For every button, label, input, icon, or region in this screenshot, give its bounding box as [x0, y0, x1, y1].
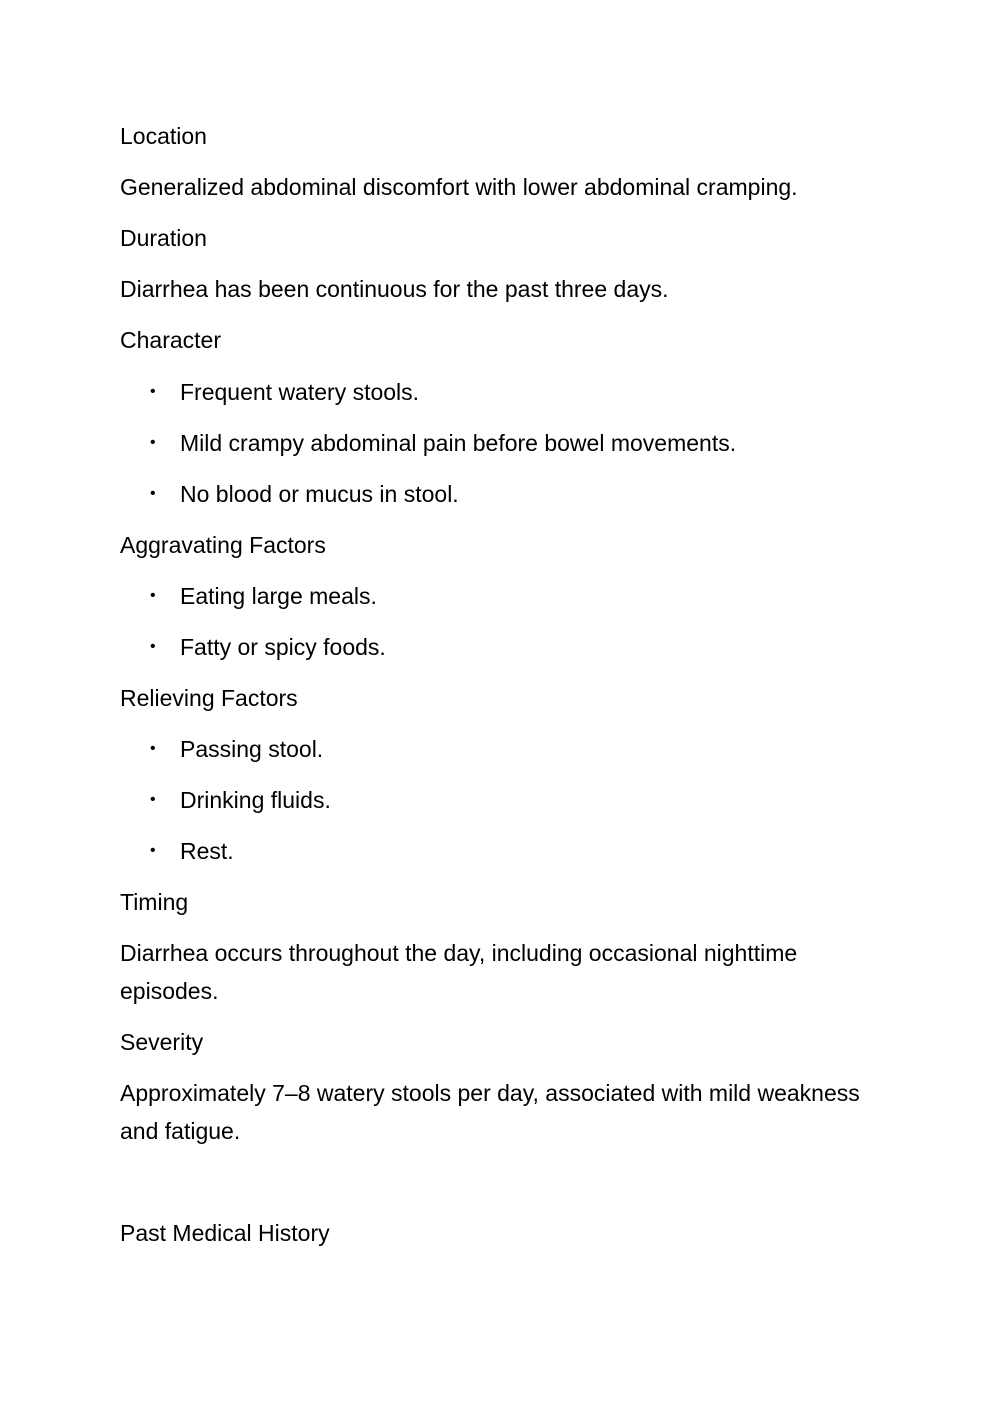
- list-item: [150, 832, 234, 870]
- bullet-icon: •: [150, 791, 156, 808]
- list-item-text: Mild crampy abdominal pain before bowel movements.: [180, 430, 737, 456]
- list-item-text: Drinking fluids.: [180, 787, 331, 813]
- character-heading: Character: [120, 327, 221, 353]
- relieving-heading: Relieving Factors: [120, 685, 298, 711]
- list-item-text: Passing stool.: [180, 736, 324, 762]
- bullet-icon: •: [150, 485, 156, 502]
- list-item: [150, 373, 420, 411]
- list-item-text: Frequent watery stools.: [180, 379, 420, 405]
- list-item-text: Fatty or spicy foods.: [180, 634, 386, 660]
- past-medical-history-heading: Past Medical History: [120, 1220, 330, 1246]
- bullet-icon: •: [150, 434, 156, 451]
- aggravating-heading: Aggravating Factors: [120, 532, 326, 558]
- bullet-icon: •: [150, 587, 156, 604]
- list-item: [150, 475, 459, 513]
- list-item: [150, 628, 386, 666]
- bullet-icon: •: [150, 740, 156, 757]
- list-item-text: No blood or mucus in stool.: [180, 481, 459, 507]
- location-heading: Location: [120, 123, 207, 149]
- location-text: Generalized abdominal discomfort with lower abdominal cramping.: [120, 174, 798, 200]
- timing-text: Diarrhea occurs throughout the day, including occasional nighttime episodes.: [120, 940, 798, 1004]
- bullet-icon: •: [150, 638, 156, 655]
- severity-heading: Severity: [120, 1029, 204, 1055]
- bullet-icon: •: [150, 383, 156, 400]
- duration-text: Diarrhea has been continuous for the past three days.: [120, 276, 669, 302]
- list-item: [150, 577, 377, 615]
- list-item: [150, 424, 737, 462]
- list-item: [150, 730, 324, 768]
- list-item-text: Eating large meals.: [180, 583, 377, 609]
- duration-heading: Duration: [120, 225, 207, 251]
- list-item: [150, 781, 331, 819]
- severity-text: Approximately 7–8 watery stools per day, associated with mild weakness and fatigue.: [120, 1080, 860, 1144]
- bullet-icon: •: [150, 842, 156, 859]
- timing-heading: Timing: [120, 889, 189, 915]
- list-item-text: Rest.: [180, 838, 234, 864]
